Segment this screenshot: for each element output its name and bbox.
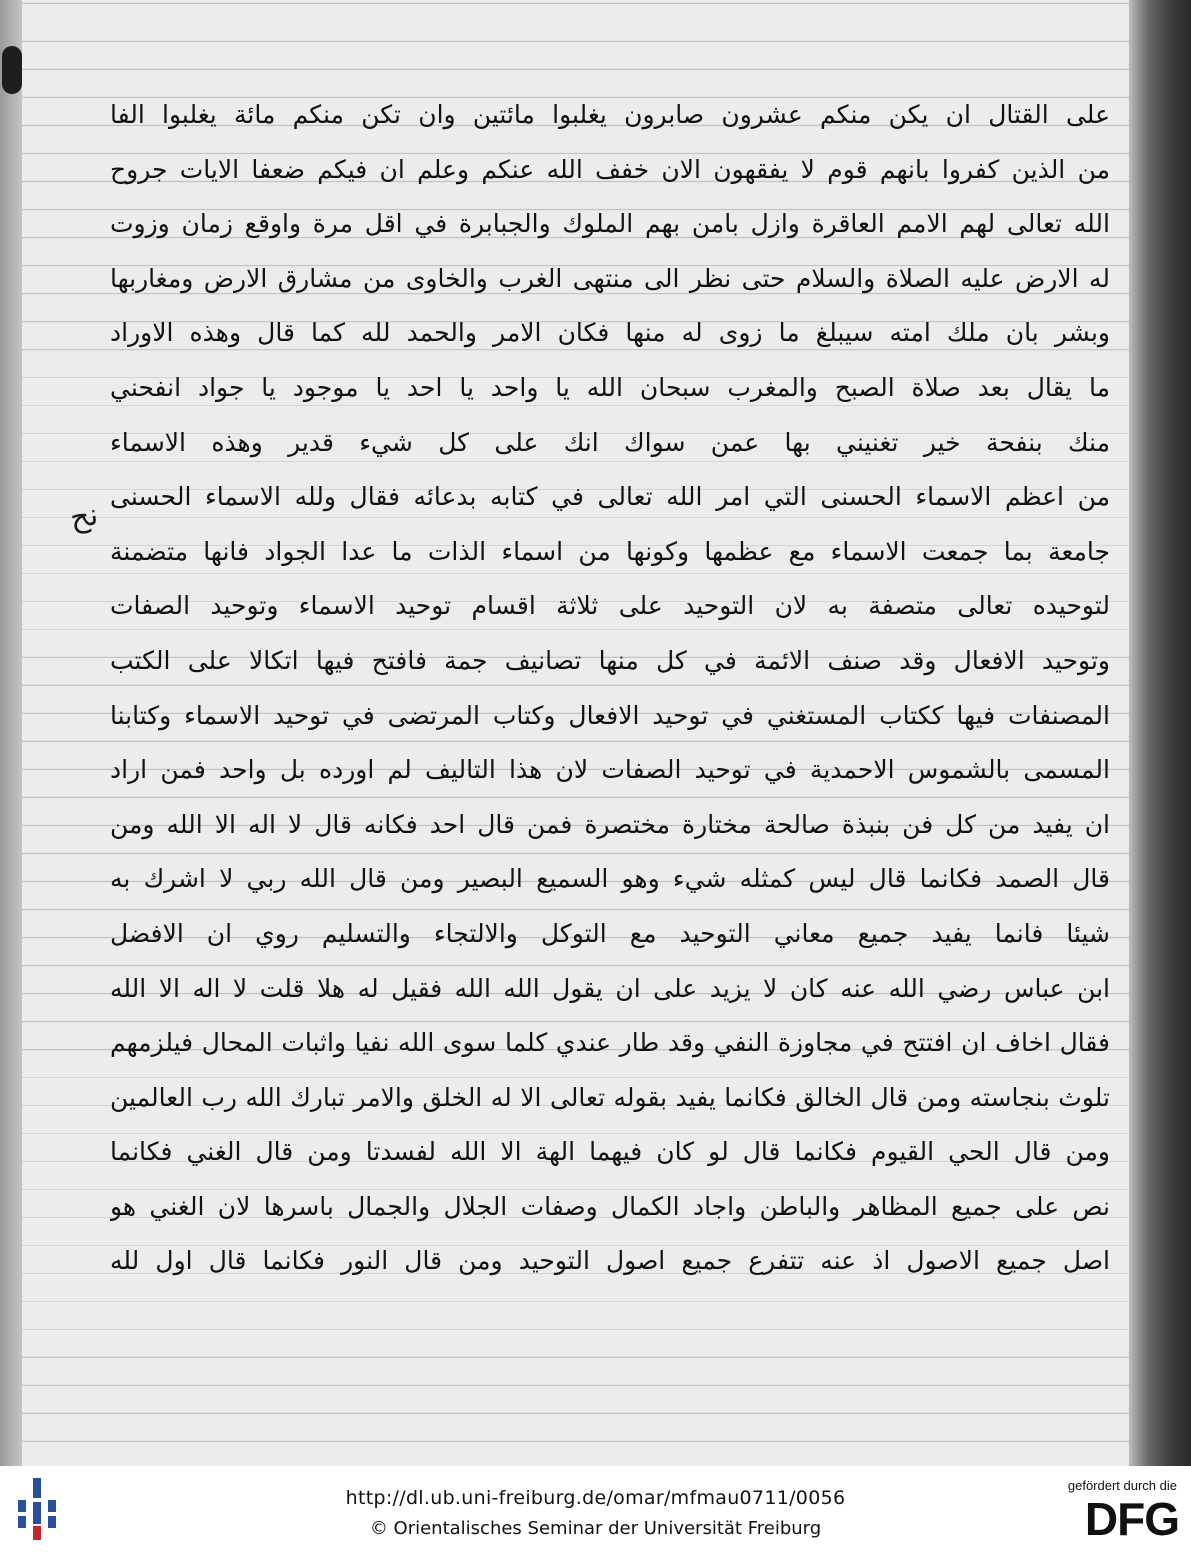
manuscript-line: فقال اخاف ان افتتح في مجاوزة النفي وقد طار عندي كلما سوى الله نفيا واثبات المحال فيلزمهم [110, 1028, 1110, 1058]
manuscript-line: من اعظم الاسماء الحسنى التي امر الله تعالى في كتابه بدعائه فقال ولله الاسماء الحسنى [110, 482, 1110, 512]
manuscript-line: جامعة بما جمعت الاسماء مع عظمها وكونها من اسماء الذات ما عدا الجواد فانها متضمنة [110, 536, 1110, 566]
scan-right-edge [1129, 0, 1191, 1466]
manuscript-line: المسمى بالشموس الاحمدية في توحيد الصفات لان هذا التاليف لم اورده بل واحد فمن اراد [110, 755, 1110, 785]
manuscript-line: له الارض عليه الصلاة والسلام حتى نظر الى منتهى الغرب والخاوى من مشارق الارض ومغاربها [110, 263, 1110, 293]
dfg-logo: DFG [1084, 1493, 1179, 1545]
manuscript-line: منك بنفحة خير تغنيني بها عمن سواك انك على كل شيء قدير وهذه الاسماء [110, 427, 1110, 457]
manuscript-line: على القتال ان يكن منكم عشرون صابرون يغلبوا مائتين وان تكن منكم مائة يغلبوا الفا [110, 100, 1110, 129]
manuscript-line: المصنفات فيها ككتاب المستغني في توحيد الافعال وكتاب المرتضى في توحيد الاسماء وكتابنا [110, 700, 1110, 730]
copyright-notice: © Orientalisches Seminar der Universität Freiburg [369, 1518, 822, 1539]
binding-hole [2, 46, 22, 94]
manuscript-line: الله تعالى لهم الامم العاقرة وازل بامن بهم الملوك والجبابرة في اقل مرة واوقع زمان وزوت [110, 209, 1110, 239]
manuscript-line: تلوث بنجاسته ومن قال الخالق فكانما يفيد بقوله تعالى الا له الخلق والامر تبارك الله رب العالمين [110, 1082, 1110, 1112]
manuscript-line: نص على جميع المظاهر والباطن واجاد الكمال وصفات الجلال والجمال باسرها لان الغني هو [110, 1191, 1110, 1221]
manuscript-line: من الذين كفروا بانهم قوم لا يفقهون الان خفف الله عنكم وعلم ان فيكم ضعفا الايات جروح [110, 154, 1110, 184]
manuscript-line: وتوحيد الافعال وقد صنف الائمة في كل منها تصانيف جمة فافتح فيها اتكالا على الكتب [110, 645, 1110, 675]
manuscript-line: وبشر بان ملك امته سيبلغ ما زوى له منها فكان الامر والحمد لله كما قال وهذه الاوراد [110, 318, 1110, 348]
manuscript-line: اصل جميع الاصول اذ عنه تتفرع جميع اصول التوحيد ومن قال النور فكانما قال اول لله [110, 1246, 1110, 1276]
document-url[interactable]: http://dl.ub.uni-freiburg.de/omar/mfmau0711/0056 [345, 1487, 846, 1509]
manuscript-line: ما يقال بعد صلاة الصبح والمغرب سبحان الله يا واحد يا احد يا موجود يا جواد انفحني [110, 372, 1110, 402]
funding-caption: gefördert durch die [1067, 1478, 1177, 1493]
manuscript-line: ومن قال الحي القيوم فكانما قال لو كان فيهما الهة الا الله لفسدتا ومن قال الغني فكانما [110, 1137, 1110, 1167]
manuscript-text [110, 88, 1110, 1289]
manuscript-line: ابن عباس رضي الله عنه كان لا يزيد على ان يقول الله الله فقيل له هلا قلت لا اله الا الله [110, 973, 1110, 1003]
manuscript-line: ان يفيد من كل فن بنبذة صالحة مختارة مختصرة فمن قال احد فكانه قال لا اله الا الله ومن [110, 809, 1110, 839]
footer [0, 1466, 1191, 1552]
manuscript-line: شيئا فانما يفيد جميع معاني التوحيد مع التوكل والالتجاء والتسليم روي ان الافضل [110, 918, 1110, 948]
margin-note: نح [67, 497, 101, 536]
manuscript-line: لتوحيده تعالى متصفة به لان التوحيد على ثلاثة اقسام توحيد الاسماء وتوحيد الصفات [110, 591, 1110, 621]
manuscript-line: قال الصمد فكانما قال ليس كمثله شيء وهو السميع البصير ومن قال الله ربي لا اشرك به [110, 864, 1110, 894]
